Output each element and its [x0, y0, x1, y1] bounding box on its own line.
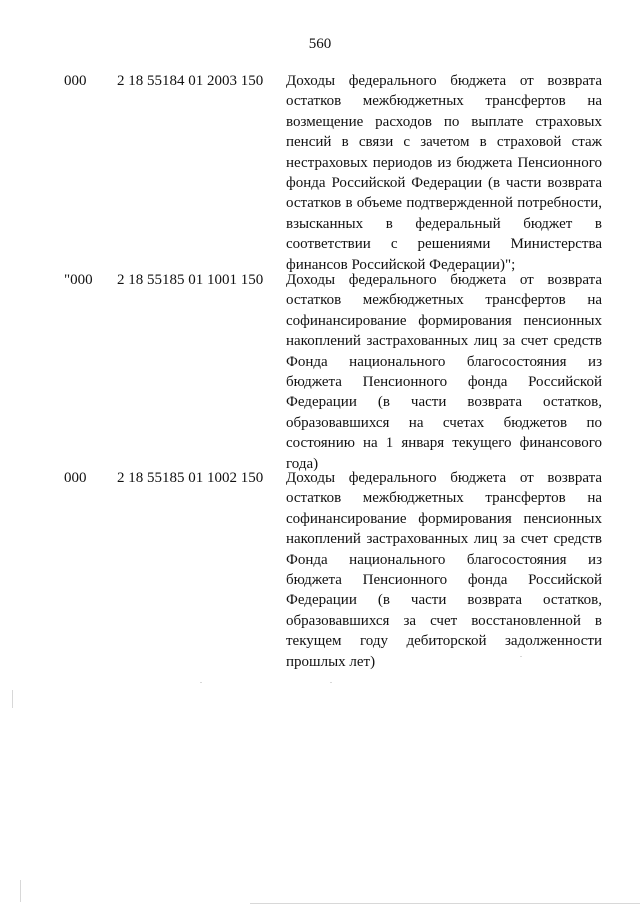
scan-artifact	[250, 903, 640, 904]
entry-description: Доходы федерального бюджета от возврата остатков межбюджетных трансфертов на возмещение расходов по выплате страховых пенсий в связи с зачетом в страховой стаж нестраховых периодов из бюджета Пенсионного фонда Российской Федерации (в части возврата остатков в объеме подтвержденной потребности, взысканных в федеральный бюджет в соответствии с решениями Министерства финансов Российской Федерации)";	[286, 73, 602, 273]
entry-description: Доходы федерального бюджета от возврата остатков межбюджетных трансфертов на софинансирование формирования пенсионных накоплений застрахованных лиц за счет средств Фонда национального благосостояния из бюджета Пенсионного фонда Российской Федерации (в части возврата остатков, образовавшихся за счет восстановленной в текущем году дебиторской задолженности прошлых лет)	[286, 470, 602, 670]
page-number: 560	[308, 36, 332, 52]
entry-description: Доходы федерального бюджета от возврата остатков межбюджетных трансфертов на софинансирование формирования пенсионных накоплений застрахованных лиц за счет средств Фонда национального благосостояния из бюджета Пенсионного фонда Российской Федерации (в части возврата остатков, образовавшихся на счетах бюджетов по состоянию на 1 января текущего финансового года)	[286, 272, 602, 472]
scan-artifact	[12, 690, 13, 708]
scan-artifact	[20, 880, 21, 902]
scan-artifact	[200, 682, 202, 683]
budget-classification-code: 2 18 55185 01 1001 150	[117, 272, 264, 288]
scan-artifact	[520, 656, 522, 657]
scan-artifact	[330, 682, 332, 683]
administrator-code: 000	[64, 73, 87, 89]
budget-classification-code: 2 18 55184 01 2003 150	[117, 73, 264, 89]
budget-classification-code: 2 18 55185 01 1002 150	[117, 470, 264, 486]
administrator-code: 000	[64, 470, 87, 486]
administrator-code: "000	[64, 272, 93, 288]
